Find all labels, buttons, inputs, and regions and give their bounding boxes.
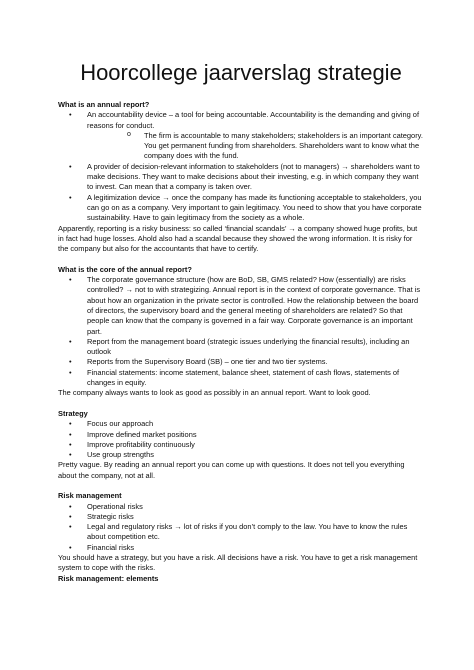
list-item: • Strategic risks — [58, 512, 424, 522]
document-title: Hoorcollege jaarverslag strategie — [80, 60, 402, 85]
list-item: • A legitimization device → once the company has made its functioning acceptable to stakeholders, you can go on as a company. Very important to gain legitimacy. You need to show that you have corporate sustainability. Have to gain legitimacy from the society as a whole. — [58, 193, 424, 224]
list-item: • Reports from the Supervisory Board (SB) – one tier and two tier systems. — [58, 357, 424, 367]
list-item: • Operational risks — [58, 502, 424, 512]
section-heading-core: What is the core of the annual report? — [58, 264, 192, 274]
list-item — [58, 110, 424, 161]
list-item: • Report from the management board (strategic issues underlying the financial results), including an outlook — [58, 337, 424, 358]
paragraph: You should have a strategy, but you have a risk. All decisions have a risk. You have to get a risk management system to cope with the risks. — [58, 553, 418, 573]
list-item: • Improve defined market positions — [58, 430, 424, 440]
section-heading-annual-report: What is an annual report? — [58, 100, 150, 109]
section-heading-strategy: Strategy — [58, 408, 88, 418]
core-list — [58, 275, 424, 388]
section-heading-risk-elements: Risk management: elements — [58, 573, 159, 583]
list-item: • Financial risks — [58, 543, 424, 553]
paragraph: Pretty vague. By reading an annual report you can come up with questions. It does not tell you everything about the company, not at all. — [58, 460, 405, 480]
list-item: • A provider of decision-relevant information to stakeholders (not to managers) → shareholders want to make decisions. They want to make decisions about their investing, e.g. in which company they want to invest. Can mean that a company is taken over. — [58, 162, 424, 193]
list-item: • The corporate governance structure (how are BoD, SB, GMS related? How (essentially) are risks controlled? → not to with strategizing. Annual report is in the context of corporate governance. That is about how an organization in the private sector is controlled. How the relationship between the board of directors, the supervisory board and the general meeting of shareholders are related? So that people can know that the company is governed in a fair way. Corporate governance is an important part. — [58, 275, 424, 337]
paragraph: The company always wants to look as good as possibly in an annual report. Want to look good. — [58, 388, 371, 398]
section-heading-risk-management: Risk management — [58, 491, 122, 501]
list-item: • Improve profitability continuously — [58, 440, 424, 450]
paragraph: Apparently, reporting is a risky business: so called ‘financial scandals’ → a company showed huge profits, but in fact had huge losses. Ahold also had a scandal because they showed the wrong information. It is risky for the company but also for the accountants that have to certify. — [58, 223, 418, 254]
list-item: • Focus our approach — [58, 419, 424, 429]
list-item-text: An accountability device – a tool for being accountable. Accountability is the demanding and giving of reasons for conduct. — [87, 110, 420, 130]
sub-list — [87, 131, 424, 162]
list-item: • Financial statements: income statement, balance sheet, statement of cash flows, statements of changes in equity. — [58, 368, 424, 389]
sub-list-item: o The firm is accountable to many stakeholders; stakeholders is an important category. You get permanent funding from shareholders. Shareholders want to know what the company does with the fund. — [116, 131, 424, 162]
annual-report-list — [58, 110, 424, 223]
risk-list — [58, 502, 424, 553]
list-item: • Use group strengths — [58, 450, 424, 460]
strategy-list — [58, 419, 424, 460]
list-item: • Legal and regulatory risks → lot of risks if you don’t comply to the law. You have to know the rules about competition etc. — [58, 522, 424, 543]
